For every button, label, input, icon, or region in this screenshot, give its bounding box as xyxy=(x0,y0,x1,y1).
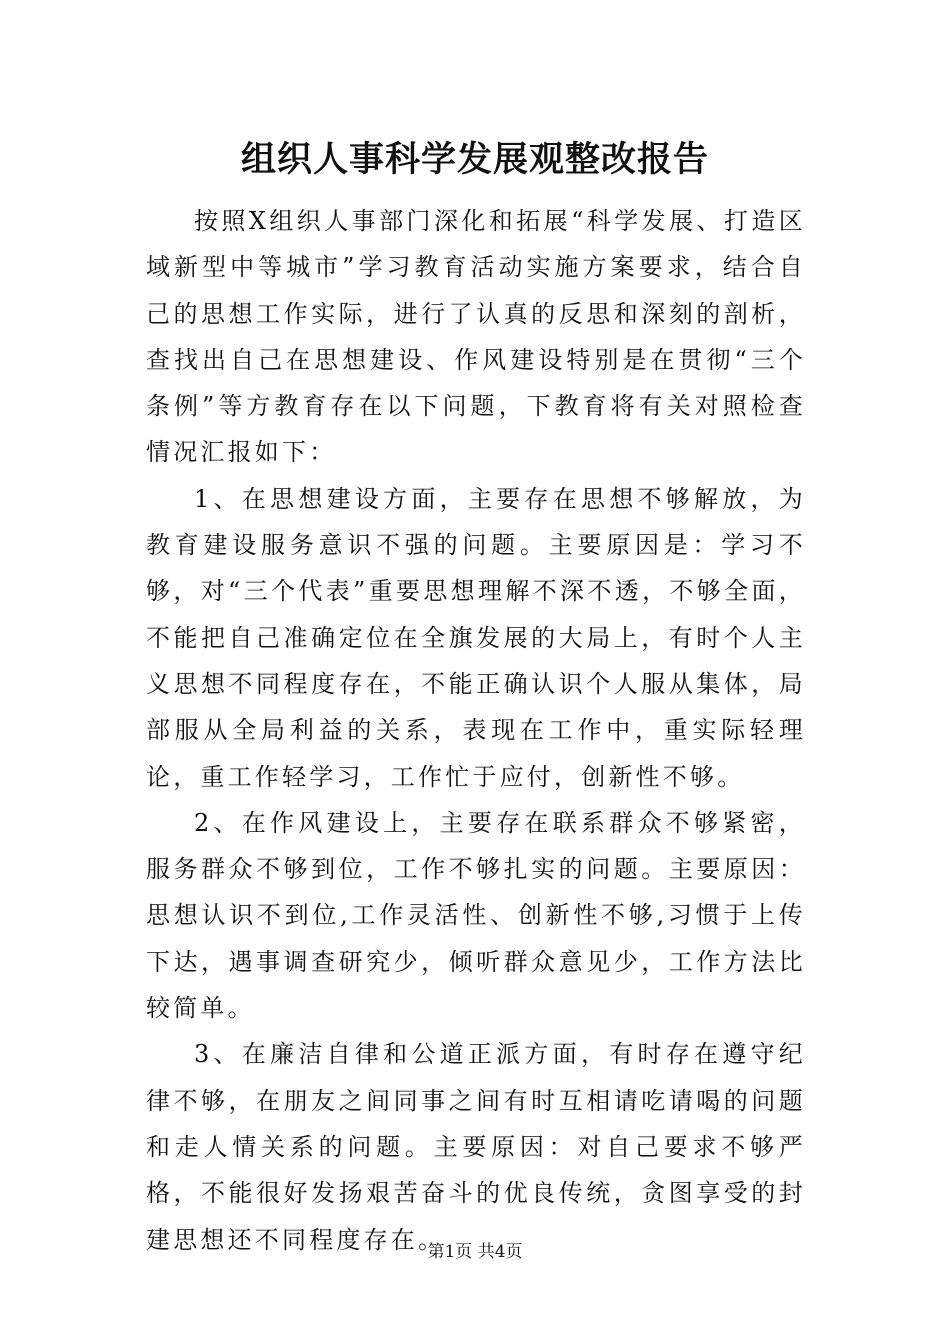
paragraph-item-2: 2、在作风建设上，主要存在联系群众不够紧密，服务群众不够到位，工作不够扎实的问题。主要原因：思想认识不到位,工作灵活性、创新性不够,习惯于上传下达，遇事调查研究少，倾听群众意见少，工作方法比较简单。 xyxy=(146,808,806,1023)
paragraph-intro: 按照X组织人事部门深化和拓展“科学发展、打造区域新型中等城市”学习教育活动实施方案要求，结合自己的思想工作实际，进行了认真的反思和深刻的剖析，查找出自己在思想建设、作风建设特别是在贯彻“三个条例”等方教育存在以下问题，下教育将有关对照检查情况汇报如下： xyxy=(146,207,806,467)
paragraph-item-1: 1、在思想建设方面，主要存在思想不够解放，为教育建设服务意识不强的问题。主要原因是：学习不够，对“三个代表”重要思想理解不深不透，不够全面，不能把自己准确定位在全旗发展的大局上，有时个人主义思想不同程度存在，不能正确认识个人服从集体，局部服从全局利益的关系，表现在工作中，重实际轻理论，重工作轻学习，工作忙于应付，创新性不够。 xyxy=(146,484,806,791)
page-number: 第1页 xyxy=(427,1242,473,1262)
paragraph-item-3: 3、在廉洁自律和公道正派方面，有时存在遵守纪律不够，在朋友之间同事之间有时互相请吃请喝的问题和走人情关系的问题。主要原因：对自己要求不够严格，不能很好发扬艰苦奋斗的优良传统，贪图享受的封建思想还不同程度存在。 xyxy=(146,1040,806,1254)
page-total: 共4页 xyxy=(477,1242,523,1262)
document-body xyxy=(146,198,806,1263)
document-title: 组织人事科学发展观整改报告 xyxy=(240,139,709,180)
page-footer xyxy=(0,1240,950,1264)
